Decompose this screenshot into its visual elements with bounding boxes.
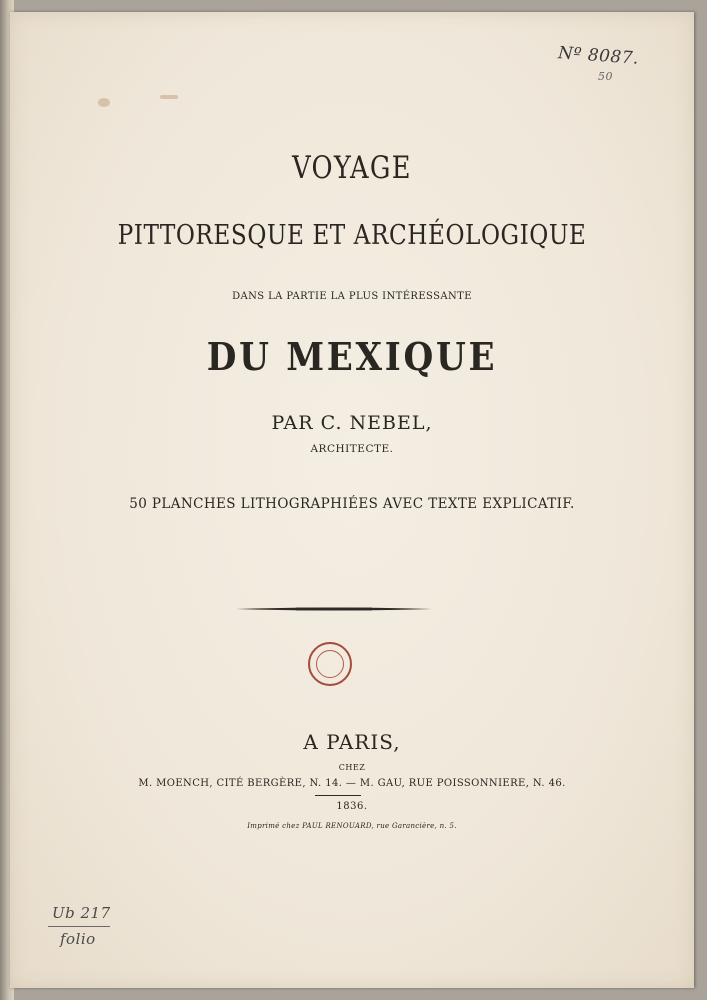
title-page [10,12,694,988]
title-line-mexique: DU MEXIQUE [206,334,498,379]
foxing-spot [98,98,110,107]
author-line: PAR C. NEBEL, [271,412,433,434]
format-note: folio [60,930,96,948]
author-title: ARCHITECTE. [310,443,394,455]
imprint-city: A PARIS, [303,730,401,754]
ornamental-rule [236,604,432,614]
call-number: Ub 217 [52,904,111,922]
imprint-publishers: M. MOENCH, CITÉ BERGÈRE, N. 14. — M. GAU, RUE POISSONNIERE, N. 46. [138,778,566,789]
year-rule [315,795,361,796]
shelf-number: Nº 8087. [557,43,640,69]
plates-line: 50 PLANCHES LITHOGRAPHIÉES AVEC TEXTE EXPLICATIF. [129,496,575,512]
printer-line: Imprimé chez PAUL RENOUARD, rue Garancière, n. 5. [247,822,457,830]
library-stamp [308,642,352,686]
call-number-rule [48,926,110,927]
title-line-dans: DANS LA PARTIE LA PLUS INTÉRESSANTE [232,291,472,302]
imprint-year: 1836. [336,801,368,812]
title-line-voyage: VOYAGE [292,150,412,186]
title-line-pittoresque: PITTORESQUE ET ARCHÉOLOGIQUE [117,220,587,251]
shelf-subnumber: 50 [598,70,613,83]
imprint-chez: CHEZ [338,763,366,772]
foxing-spot [160,95,178,99]
library-stamp-inner-ring [316,650,344,678]
